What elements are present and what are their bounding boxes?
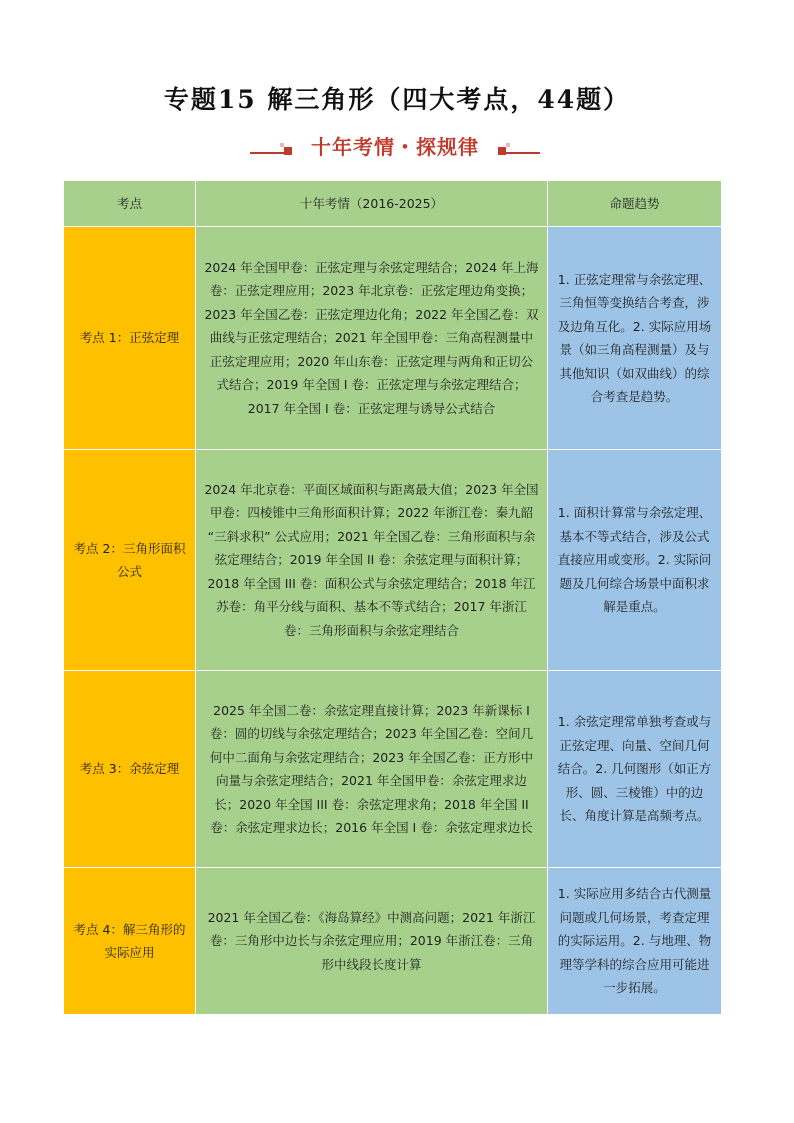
table-header-row: [64, 181, 722, 227]
trend-cell: 1. 实际应用多结合古代测量问题或几何场景，考查定理的实际运用。2. 与地理、物理等学科的综合应用可能进一步拓展。: [548, 868, 722, 1015]
table-row: [64, 671, 722, 868]
banner-line-left: [250, 152, 284, 154]
header-history: 十年考情（2016-2025）: [196, 181, 548, 227]
section-banner: [250, 130, 540, 164]
topic-cell: 考点 2：三角形面积公式: [64, 450, 196, 671]
history-cell: 2021 年全国乙卷：《海岛算经》中测高问题；2021 年浙江卷：三角形中边长与余弦定理应用；2019 年浙江卷：三角形中线段长度计算: [196, 868, 548, 1015]
header-topic: 考点: [64, 181, 196, 227]
banner-line-right: [506, 152, 540, 154]
table-row: [64, 227, 722, 450]
history-cell: 2025 年全国二卷：余弦定理直接计算；2023 年新课标 Ⅰ 卷：圆的切线与余弦定理结合；2023 年全国乙卷：空间几何中二面角与余弦定理结合；2023 年全国乙卷：正方形中向量与余弦定理结合；2021 年全国甲卷：余弦定理求边长；2020 年全国 III 卷：余弦定理求角；2018 年全国 II 卷：余弦定理求边长；2016 年全国 Ⅰ 卷：余弦定理求边长: [196, 671, 548, 868]
topic-cell: 考点 4：解三角形的实际应用: [64, 868, 196, 1015]
banner-square-right-icon: [498, 147, 506, 155]
trend-cell: 1. 余弦定理常单独考查或与正弦定理、向量、空间几何结合。2. 几何图形（如正方形、圆、三棱锥）中的边长、角度计算是高频考点。: [548, 671, 722, 868]
table-row: [64, 450, 722, 671]
history-cell: 2024 年全国甲卷：正弦定理与余弦定理结合；2024 年上海卷：正弦定理应用；2023 年北京卷：正弦定理边角变换；2023 年全国乙卷：正弦定理边化角；2022 年全国乙卷：双曲线与正弦定理结合；2021 年全国甲卷：三角高程测量中正弦定理应用；2020 年山东卷：正弦定理与两角和正切公式结合；2019 年全国 Ⅰ 卷：正弦定理与余弦定理结合；2017 年全国 Ⅰ 卷：正弦定理与诱导公式结合: [196, 227, 548, 450]
table-row: [64, 868, 722, 1015]
trend-cell: 1. 面积计算常与余弦定理、基本不等式结合，涉及公式直接应用或变形。2. 实际问题及几何综合场景中面积求解是重点。: [548, 450, 722, 671]
trend-cell: 1. 正弦定理常与余弦定理、三角恒等变换结合考查，涉及边角互化。2. 实际应用场景（如三角高程测量）及与其他知识（如双曲线）的综合考查是趋势。: [548, 227, 722, 450]
page-title: 专题15 解三角形（四大考点，44题）: [163, 85, 631, 114]
history-cell: 2024 年北京卷：平面区域面积与距离最大值；2023 年全国甲卷：四棱锥中三角形面积计算；2022 年浙江卷：秦九韶 “三斜求积” 公式应用；2021 年全国乙卷：三角形面积与余弦定理结合；2019 年全国 II 卷：余弦定理与面积计算；2018 年全国 III 卷：面积公式与余弦定理结合；2018 年江苏卷：角平分线与面积、基本不等式结合；2017 年浙江卷：三角形面积与余弦定理结合: [196, 450, 548, 671]
banner-square-left-icon: [284, 147, 292, 155]
topic-cell: 考点 1：正弦定理: [64, 227, 196, 450]
section-subtitle: 十年考情・探规律: [311, 135, 479, 159]
topic-cell: 考点 3：余弦定理: [64, 671, 196, 868]
header-trend: 命题趋势: [548, 181, 722, 227]
exam-analysis-table: [63, 180, 722, 1015]
